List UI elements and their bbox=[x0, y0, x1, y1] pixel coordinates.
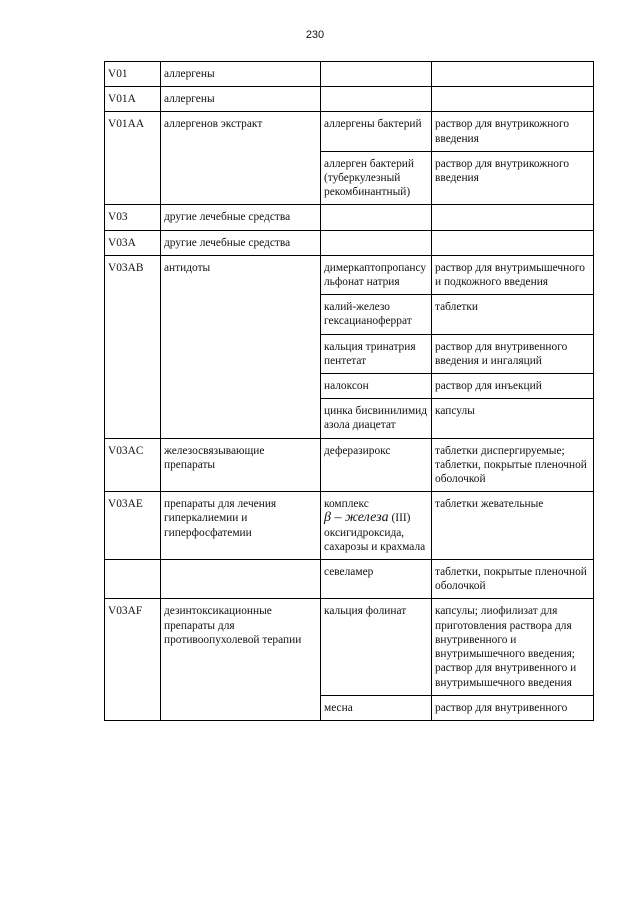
dosage-form: раствор для внутрикожного введения bbox=[432, 112, 594, 151]
beta-iron-formula: β – железа bbox=[324, 510, 389, 526]
dosage-form bbox=[432, 205, 594, 230]
drug-name bbox=[321, 62, 432, 87]
group-name: аллергены bbox=[161, 87, 321, 112]
group-name: другие лечебные средства bbox=[161, 205, 321, 230]
dosage-form: таблетки, покрытые пленочной оболочкой bbox=[432, 560, 594, 599]
atc-code: V03 bbox=[105, 205, 161, 230]
drug-name: цинка бисвинилимидазола диацетат bbox=[321, 399, 432, 438]
table-row bbox=[105, 438, 594, 492]
atc-code: V01 bbox=[105, 62, 161, 87]
group-name: дезинтоксикационные препараты для противоопухолевой терапии bbox=[161, 599, 321, 720]
dosage-form: капсулы bbox=[432, 399, 594, 438]
oxidation-state: (III) bbox=[391, 512, 411, 525]
drug-name: севеламер bbox=[321, 560, 432, 599]
drug-name-rest: оксигидроксида, сахарозы и крахмала bbox=[324, 526, 426, 553]
table-row bbox=[105, 255, 594, 294]
drug-name: деферазирокс bbox=[321, 438, 432, 492]
dosage-form bbox=[432, 230, 594, 255]
dosage-form bbox=[432, 62, 594, 87]
dosage-form: раствор для внутривенного bbox=[432, 695, 594, 720]
drug-name: месна bbox=[321, 695, 432, 720]
dosage-form: капсулы; лиофилизат для приготовления раствора для внутривенного и внутримышечного введения; раствор для внутривенного и внутримышечного введения bbox=[432, 599, 594, 695]
dosage-form: таблетки диспергируемые; таблетки, покрытые пленочной оболочкой bbox=[432, 438, 594, 492]
dosage-form: таблетки жевательные bbox=[432, 492, 594, 560]
atc-code: V03AE bbox=[105, 492, 161, 560]
table-row bbox=[105, 230, 594, 255]
table-row bbox=[105, 87, 594, 112]
group-name: антидоты bbox=[161, 255, 321, 438]
drug-name: калий-железо гексацианоферрат bbox=[321, 295, 432, 334]
drug-name: димеркаптопропансульфонат натрия bbox=[321, 255, 432, 294]
dosage-form: раствор для внутримышечного и подкожного введения bbox=[432, 255, 594, 294]
drug-name bbox=[321, 205, 432, 230]
drug-name: налоксон bbox=[321, 374, 432, 399]
drug-name bbox=[321, 230, 432, 255]
atc-code: V01A bbox=[105, 87, 161, 112]
dosage-form: таблетки bbox=[432, 295, 594, 334]
drug-name bbox=[321, 492, 432, 560]
group-name: железосвязывающие препараты bbox=[161, 438, 321, 492]
table-row bbox=[105, 205, 594, 230]
drug-name: кальция тринатрия пентетат bbox=[321, 334, 432, 373]
drug-name: аллергены бактерий bbox=[321, 112, 432, 151]
dosage-form: раствор для внутривенного введения и ингаляций bbox=[432, 334, 594, 373]
group-name: аллергенов экстракт bbox=[161, 112, 321, 205]
group-name: аллергены bbox=[161, 62, 321, 87]
drug-name: кальция фолинат bbox=[321, 599, 432, 695]
group-name: другие лечебные средства bbox=[161, 230, 321, 255]
atc-code: V01AA bbox=[105, 112, 161, 205]
drug-name bbox=[321, 87, 432, 112]
atc-code bbox=[105, 560, 161, 599]
atc-code: V03AC bbox=[105, 438, 161, 492]
atc-drug-table bbox=[104, 61, 594, 721]
table-row bbox=[105, 560, 594, 599]
dosage-form: раствор для инъекций bbox=[432, 374, 594, 399]
table-row bbox=[105, 599, 594, 695]
atc-code: V03A bbox=[105, 230, 161, 255]
drug-name-prefix: комплекс bbox=[324, 498, 369, 511]
group-name: препараты для лечения гиперкалиемии и гиперфосфатемии bbox=[161, 492, 321, 560]
atc-code: V03AF bbox=[105, 599, 161, 720]
group-name bbox=[161, 560, 321, 599]
dosage-form: раствор для внутрикожного введения bbox=[432, 151, 594, 205]
page-number: 230 bbox=[305, 29, 325, 41]
drug-name: аллерген бактерий (туберкулезный рекомбинантный) bbox=[321, 151, 432, 205]
dosage-form bbox=[432, 87, 594, 112]
table-row bbox=[105, 62, 594, 87]
table-row bbox=[105, 492, 594, 560]
atc-code: V03AB bbox=[105, 255, 161, 438]
table-row bbox=[105, 112, 594, 151]
